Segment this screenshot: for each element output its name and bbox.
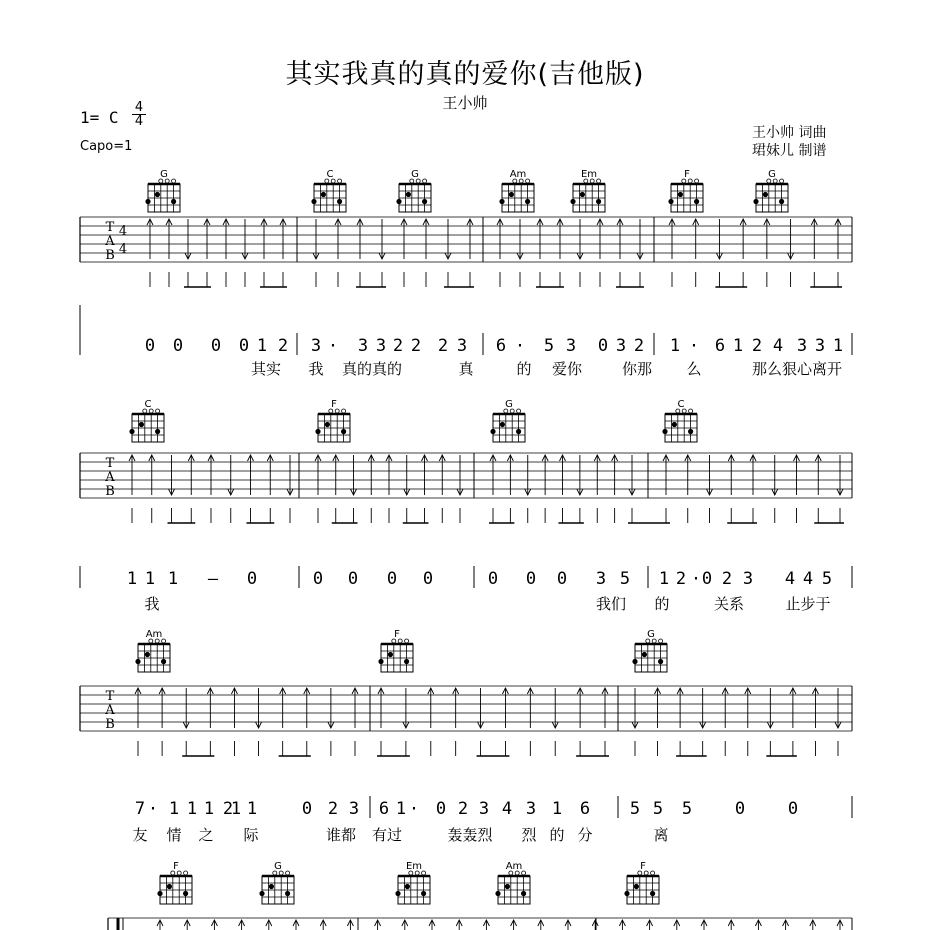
finger-dot [490, 429, 495, 434]
finger-dot [315, 429, 320, 434]
open-string [423, 179, 427, 183]
finger-dot [269, 884, 274, 889]
open-string [335, 409, 339, 413]
lyric-word: 我 [144, 595, 160, 613]
finger-dot [505, 884, 510, 889]
chord-name: F [331, 399, 337, 410]
chord-diagram-C [129, 399, 164, 442]
chord-name: F [173, 861, 179, 872]
open-string [780, 179, 784, 183]
finger-dot [658, 659, 663, 664]
jianpu-note: · [688, 336, 700, 356]
lyric-word: 的 [654, 595, 670, 613]
jianpu-note: 5 [619, 569, 631, 589]
jianpu-note: 5 [543, 336, 555, 356]
chord-diagram-Em [570, 169, 605, 212]
finger-dot [378, 659, 383, 664]
jianpu-note: 4 [784, 569, 796, 589]
chord-name: Am [509, 169, 527, 180]
open-string [644, 871, 648, 875]
chord-diagram-C [662, 399, 697, 442]
chord-diagram-F [378, 629, 413, 672]
chord-name: G [768, 169, 776, 180]
finger-dot [678, 192, 683, 197]
jianpu-note: · [147, 799, 159, 819]
open-string [162, 639, 166, 643]
tab-time-sig: 4 [118, 224, 128, 239]
jianpu-note: 3 [375, 336, 387, 356]
open-string [286, 871, 290, 875]
jianpu-note: 2 [751, 336, 763, 356]
jianpu-note: 5 [821, 569, 833, 589]
open-string [659, 639, 663, 643]
chord-diagram-Am [499, 169, 534, 212]
jianpu-note: 0 [144, 336, 156, 356]
jianpu-note: 0 [172, 336, 184, 356]
jianpu-note: 7 [134, 799, 146, 819]
open-string [172, 179, 176, 183]
chord-name: F [684, 169, 690, 180]
lyric-word: 际 [243, 826, 259, 844]
finger-dot [632, 659, 637, 664]
tab-staff [80, 217, 852, 287]
open-string [338, 179, 342, 183]
tab-letter: B [105, 717, 115, 732]
jianpu-note: 3 [742, 569, 754, 589]
jianpu-note: 5 [681, 799, 693, 819]
song-artist: 王小帅 [442, 94, 488, 112]
jianpu-note: 0 [701, 569, 713, 589]
finger-dot [662, 429, 667, 434]
chord-diagram-Am [135, 629, 170, 672]
open-string [689, 409, 693, 413]
finger-dot [337, 199, 342, 204]
open-string [156, 409, 160, 413]
open-string [695, 179, 699, 183]
open-string [342, 409, 346, 413]
finger-dot [694, 199, 699, 204]
chord-name: G [274, 861, 282, 872]
lyric-word: 真的真的 [341, 360, 403, 378]
lyric-word: 的 [549, 826, 565, 844]
jianpu-note: 2 [410, 336, 422, 356]
chord-name: Am [145, 629, 163, 640]
jianpu-note: 2 [277, 336, 289, 356]
jianpu-note: · [327, 336, 339, 356]
jianpu-note: 0 [347, 569, 359, 589]
finger-dot [688, 429, 693, 434]
jianpu-note: 1 [246, 799, 258, 819]
jianpu-note: 1 [168, 799, 180, 819]
jianpu-note: 2 [437, 336, 449, 356]
chord-diagram-G [632, 629, 667, 672]
jianpu-note: 1 [658, 569, 670, 589]
finger-dot [779, 199, 784, 204]
finger-dot [763, 192, 768, 197]
finger-dot [642, 652, 647, 657]
jianpu-note: 1 [395, 799, 407, 819]
finger-dot [404, 659, 409, 664]
key-signature: 1= C [80, 108, 119, 127]
chord-name: F [640, 861, 646, 872]
jianpu-note: 2 [327, 799, 339, 819]
jianpu-note: 3 [357, 336, 369, 356]
jianpu-note: 3 [615, 336, 627, 356]
finger-dot [395, 891, 400, 896]
lyric-word: 烈 [521, 826, 537, 844]
finger-dot [525, 199, 530, 204]
chord-diagram-G [396, 169, 431, 212]
finger-dot [145, 199, 150, 204]
chord-diagram-F [624, 861, 659, 904]
lyric-word: 其实 [250, 360, 282, 378]
jianpu-note: 4 [501, 799, 513, 819]
finger-dot [405, 884, 410, 889]
finger-dot [495, 891, 500, 896]
jianpu-note: 0 [301, 799, 313, 819]
finger-dot [155, 429, 160, 434]
jianpu-note: 0 [210, 336, 222, 356]
open-string [398, 639, 402, 643]
tab-staff [80, 686, 852, 756]
jianpu-note: 0 [386, 569, 398, 589]
finger-dot [596, 199, 601, 204]
finger-dot [311, 199, 316, 204]
jianpu-note: 1 [732, 336, 744, 356]
lyric-word: 么 [686, 360, 702, 378]
finger-dot [341, 429, 346, 434]
lyric-word: 友 [132, 826, 148, 844]
lyric-word: 分 [577, 826, 593, 844]
jianpu-note: · [690, 569, 702, 589]
chord-name: G [647, 629, 655, 640]
tab-letter: T [105, 456, 115, 471]
lyric-word: 的 [516, 360, 532, 378]
finger-dot [129, 429, 134, 434]
lyric-word: 之 [198, 826, 214, 844]
lyric-word: 情 [166, 826, 182, 844]
chord-name: Em [405, 861, 423, 872]
chord-diagram-G [145, 169, 180, 212]
jianpu-note: 1 [144, 569, 156, 589]
jianpu-note: 3 [310, 336, 322, 356]
jianpu-note: 0 [525, 569, 537, 589]
jianpu-note: 0 [435, 799, 447, 819]
jianpu-note: 2 [721, 569, 733, 589]
chord-name: C [144, 399, 152, 410]
lyric-word: 爱你 [551, 360, 583, 378]
chord-name: C [326, 169, 334, 180]
jianpu-note: 0 [597, 336, 609, 356]
finger-dot [145, 652, 150, 657]
lyric-word: 有过 [371, 826, 403, 844]
finger-dot [388, 652, 393, 657]
chord-name: C [677, 399, 685, 410]
finger-dot [155, 192, 160, 197]
jianpu-note: 1 [551, 799, 563, 819]
chord-diagram-C [311, 169, 346, 212]
lyric-word: 我们 [595, 595, 627, 613]
jianpu-note: 0 [238, 336, 250, 356]
finger-dot [570, 199, 575, 204]
jianpu-note: 1 [669, 336, 681, 356]
finger-dot [321, 192, 326, 197]
jianpu-note: 1 [832, 336, 844, 356]
finger-dot [259, 891, 264, 896]
song-title: 其实我真的真的爱你(吉他版) [285, 59, 645, 90]
jianpu-note: 6 [495, 336, 507, 356]
finger-dot [285, 891, 290, 896]
jianpu-note: 1 [186, 799, 198, 819]
finger-dot [753, 199, 758, 204]
tab-letter: T [105, 220, 115, 235]
chord-diagram-G [490, 399, 525, 442]
time-signature-bottom: 4 [134, 114, 144, 129]
finger-dot [396, 199, 401, 204]
finger-dot [135, 659, 140, 664]
jianpu-note: 1 [167, 569, 179, 589]
open-string [422, 871, 426, 875]
chord-diagram-G [259, 861, 294, 904]
finger-dot [521, 891, 526, 896]
lyric-word: 那么狠心离开 [751, 360, 843, 378]
finger-dot [580, 192, 585, 197]
jianpu-note: 0 [487, 569, 499, 589]
tab-staff-partial [108, 918, 852, 930]
jianpu-note: 4 [772, 336, 784, 356]
chord-name: Am [505, 861, 523, 872]
jianpu-note: 2 [675, 569, 687, 589]
jianpu-note: · [408, 799, 420, 819]
lyric-word: 离 [653, 826, 669, 844]
finger-dot [516, 429, 521, 434]
lyric-word: 你那 [621, 360, 653, 378]
jianpu-note: 3 [565, 336, 577, 356]
open-string [184, 871, 188, 875]
jianpu-note: 3 [348, 799, 360, 819]
finger-dot [139, 422, 144, 427]
chord-name: F [394, 629, 400, 640]
chord-name: Em [580, 169, 598, 180]
tab-letter: B [105, 248, 115, 263]
jianpu-note: 0 [312, 569, 324, 589]
chord-diagram-G [753, 169, 788, 212]
jianpu-note: 1 [126, 569, 138, 589]
credit-transcriber: 珺妹儿 制谱 [752, 143, 827, 159]
jianpu-note: 5 [629, 799, 641, 819]
finger-dot [672, 422, 677, 427]
jianpu-note: 6 [579, 799, 591, 819]
jianpu-note: 3 [814, 336, 826, 356]
jianpu-note: 1 [230, 799, 242, 819]
jianpu-note: 0 [734, 799, 746, 819]
open-string [651, 871, 655, 875]
jianpu-note: 6 [378, 799, 390, 819]
tab-letter: A [105, 703, 115, 718]
jianpu-note: 3 [525, 799, 537, 819]
jianpu-note: 6 [714, 336, 726, 356]
jianpu-note: 3 [595, 569, 607, 589]
finger-dot [650, 891, 655, 896]
jianpu-note: 4 [802, 569, 814, 589]
jianpu-note: 5 [652, 799, 664, 819]
tab-letter: B [105, 484, 115, 499]
chord-diagram-F [668, 169, 703, 212]
open-string [522, 871, 526, 875]
jianpu-note: · [514, 336, 526, 356]
time-signature-top: 4 [134, 100, 144, 115]
jianpu-note: 3 [478, 799, 490, 819]
finger-dot [422, 199, 427, 204]
finger-dot [668, 199, 673, 204]
tab-staff [80, 453, 852, 523]
open-string [526, 179, 530, 183]
tab-letter: T [105, 689, 115, 704]
finger-dot [421, 891, 426, 896]
jianpu-note: 2 [392, 336, 404, 356]
open-string [177, 871, 181, 875]
jianpu-note: 0 [787, 799, 799, 819]
lyric-word: 止步于 [785, 595, 831, 613]
finger-dot [406, 192, 411, 197]
chord-name: G [411, 169, 419, 180]
finger-dot [183, 891, 188, 896]
lyric-word: 我 [308, 360, 324, 378]
lyric-word: 真 [458, 360, 474, 378]
jianpu-note: 2 [457, 799, 469, 819]
open-string [517, 409, 521, 413]
finger-dot [509, 192, 514, 197]
chord-diagram-Am [495, 861, 530, 904]
tab-time-sig: 4 [118, 242, 128, 257]
finger-dot [167, 884, 172, 889]
finger-dot [157, 891, 162, 896]
jianpu-note: 2 [222, 799, 234, 819]
chord-diagram-Em [395, 861, 430, 904]
open-string [405, 639, 409, 643]
credit-lyric-music: 王小帅 词曲 [752, 125, 827, 141]
finger-dot [499, 199, 504, 204]
tab-letter: A [105, 234, 115, 249]
lyric-word: 轰轰烈 [447, 826, 493, 844]
lyric-word: 关系 [713, 595, 745, 613]
finger-dot [634, 884, 639, 889]
chord-diagram-F [157, 861, 192, 904]
chord-diagram-F [315, 399, 350, 442]
chord-name: G [160, 169, 168, 180]
finger-dot [624, 891, 629, 896]
jianpu-note: 0 [422, 569, 434, 589]
capo-label: Capo=1 [80, 139, 133, 154]
finger-dot [161, 659, 166, 664]
jianpu-note: 0 [246, 569, 258, 589]
jianpu-note: 3 [456, 336, 468, 356]
jianpu-note: 1 [203, 799, 215, 819]
finger-dot [500, 422, 505, 427]
open-string [688, 179, 692, 183]
tab-letter: A [105, 470, 115, 485]
jianpu-note: 1 [256, 336, 268, 356]
open-string [597, 179, 601, 183]
chord-name: G [505, 399, 513, 410]
lyric-word: 谁都 [325, 826, 357, 844]
finger-dot [171, 199, 176, 204]
jianpu-note: 3 [796, 336, 808, 356]
jianpu-note: 2 [633, 336, 645, 356]
jianpu-note: – [207, 569, 219, 589]
jianpu-note: 0 [556, 569, 568, 589]
finger-dot [325, 422, 330, 427]
